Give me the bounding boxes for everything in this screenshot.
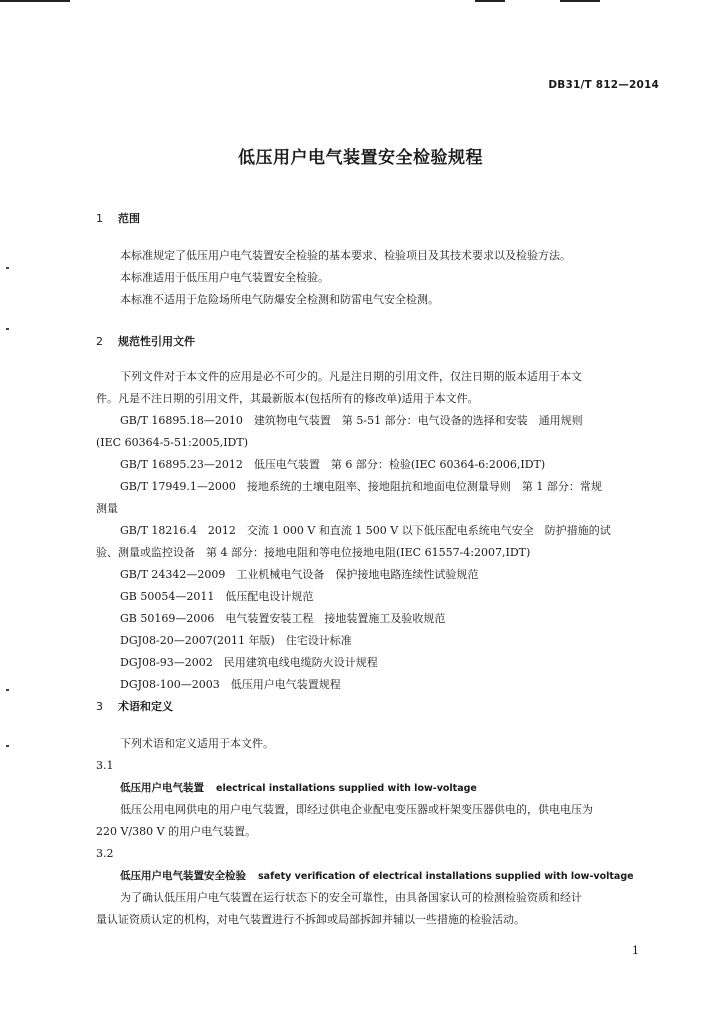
section-number: 3 <box>96 700 103 713</box>
scan-edge-top <box>0 0 721 3</box>
clause-number: 3.2 <box>96 847 114 860</box>
reference-item-continued: 测量 <box>96 502 118 515</box>
reference-item: DGJ08-100—2003 低压用户电气装置规程 <box>120 678 341 691</box>
page-number: 1 <box>632 944 639 957</box>
reference-item-continued: (IEC 60364-5-51:2005,IDT) <box>96 436 248 449</box>
section-title: 规范性引用文件 <box>118 335 195 348</box>
term-name-en: safety verification of electrical installations supplied with low-voltage <box>258 871 634 882</box>
scope-paragraphs <box>96 245 662 311</box>
scan-mark <box>0 0 70 2</box>
reference-item-continued: 验、测量或监控设备 第 4 部分：接地电阻和等电位接地电阻(IEC 61557-4:2007,IDT) <box>96 546 531 559</box>
scan-mark <box>6 267 9 269</box>
reference-item: DGJ08-93—2002 民用建筑电线电缆防火设计规程 <box>120 656 378 669</box>
section-number: 2 <box>96 335 103 348</box>
terms-intro: 下列术语和定义适用于本文件。 <box>120 737 274 750</box>
reference-item: GB/T 24342—2009 工业机械电气设备 保护接地电路连续性试验规范 <box>120 568 479 581</box>
term-definition: 低压公用电网供电的用户电气装置，即经过供电企业配电变压器或杆架变压器供电的，供电电压为 <box>120 803 593 816</box>
scope-line: 本标准不适用于危险场所电气防爆安全检测和防雷电气安全检测。 <box>120 293 439 306</box>
standard-code: DB31/T 812—2014 <box>548 79 659 91</box>
document-title: 低压用户电气装置安全检验规程 <box>238 148 483 168</box>
term-heading <box>96 777 662 799</box>
terms-body <box>96 733 662 931</box>
reference-item: GB 50169—2006 电气装置安装工程 接地装置施工及验收规范 <box>120 612 446 625</box>
section-heading-terms <box>96 698 173 714</box>
term-definition-continued: 量认证资质认定的机构，对电气装置进行不拆卸或局部拆卸并辅以一些措施的检验活动。 <box>96 913 525 926</box>
scan-mark <box>475 0 505 2</box>
reference-item: DGJ08-20—2007(2011 年版) 住宅设计标准 <box>120 634 352 647</box>
reference-item: GB/T 16895.18—2010 建筑物电气装置 第 5-51 部分：电气设备的选择和安装 通用规则 <box>120 414 583 427</box>
normative-references-body <box>96 366 662 696</box>
clause-number: 3.1 <box>96 759 114 772</box>
scan-mark <box>6 745 9 747</box>
section-number: 1 <box>96 212 103 225</box>
reference-item: GB/T 18216.4 2012 交流 1 000 V 和直流 1 500 V 以下低压配电系统电气安全 防护措施的试 <box>120 524 611 537</box>
reference-item: GB/T 16895.23—2012 低压电气装置 第 6 部分：检验(IEC 60364-6:2006,IDT) <box>120 458 546 471</box>
section-heading-scope <box>96 210 140 226</box>
term-definition: 为了确认低压用户电气装置在运行状态下的安全可靠性，由具备国家认可的检测检验资质和经计 <box>120 891 582 904</box>
scan-mark <box>560 0 600 2</box>
reference-item: GB 50054—2011 低压配电设计规范 <box>120 590 314 603</box>
term-heading <box>96 865 662 887</box>
section-heading-normative-references <box>96 333 195 349</box>
term-name-en: electrical installations supplied with low-voltage <box>216 783 477 794</box>
term-name-zh: 低压用户电气装置安全检验 <box>120 870 246 882</box>
scan-mark <box>6 689 9 691</box>
intro-line: 下列文件对于本文件的应用是必不可少的。凡是注日期的引用文件，仅注日期的版本适用于本文 <box>120 370 582 383</box>
term-definition-continued: 220 V/380 V 的用户电气装置。 <box>96 825 257 838</box>
scope-line: 本标准适用于低压用户电气装置安全检验。 <box>120 271 329 284</box>
scan-mark <box>6 328 9 330</box>
intro-line: 件。凡是不注日期的引用文件，其最新版本(包括所有的修改单)适用于本文件。 <box>96 392 479 405</box>
scope-line: 本标准规定了低压用户电气装置安全检验的基本要求、检验项目及其技术要求以及检验方法。 <box>120 249 571 262</box>
section-title: 术语和定义 <box>118 700 173 713</box>
term-name-zh: 低压用户电气装置 <box>120 782 204 794</box>
reference-item: GB/T 17949.1—2000 接地系统的土壤电阻率、接地阻抗和地面电位测量导则 第 1 部分：常规 <box>120 480 602 493</box>
section-title: 范围 <box>118 212 140 225</box>
